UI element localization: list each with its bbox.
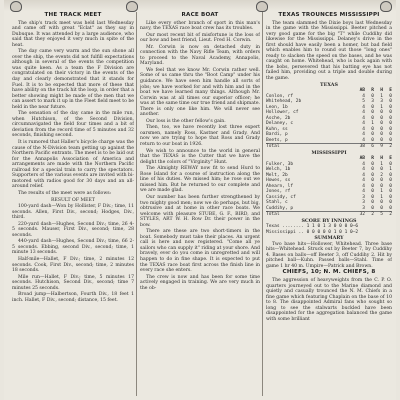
stat-cell: 4 bbox=[362, 172, 365, 178]
total-label: Total bbox=[266, 212, 356, 218]
stat-cell: 1 bbox=[389, 167, 392, 173]
stat-cell: 0 bbox=[371, 126, 374, 132]
article-paragraph: Like every other branch of sport in this man's navy, the TEXAS race boat crew has its troubles. bbox=[140, 20, 260, 32]
stat-cell: 0 bbox=[371, 200, 374, 206]
box-score-header-cell: R bbox=[371, 88, 374, 94]
player-name: Hollower, cf bbox=[266, 110, 299, 116]
stat-cell: 0 bbox=[371, 161, 374, 167]
stat-cell: 0 bbox=[389, 172, 392, 178]
article-paragraph: The Almighty REWAY now fit to send Hurd to Rose Island for a course of instruction along the line of his duties. We missed him; he rose out we missed him. But he returned to our complete and we are made glad. bbox=[140, 166, 260, 194]
stat-cell: 1 bbox=[380, 104, 383, 110]
player-name: Conlon, rf bbox=[266, 93, 294, 99]
stat-cell: 0 bbox=[389, 137, 392, 143]
total-cell: 2 bbox=[383, 212, 392, 218]
ornament-icon bbox=[126, 1, 138, 12]
stat-cell: 0 bbox=[371, 194, 374, 200]
article-paragraph: Our loss is the other fellow's gain. bbox=[146, 118, 226, 124]
box-score-heading-texas: TEXAS bbox=[320, 81, 338, 88]
player-name: Beets, p bbox=[266, 137, 288, 143]
box-score-header-cell: AB bbox=[359, 88, 365, 94]
article-paragraph: The crew is now and has been for some time actively engaged in training. We are very much in the ob- bbox=[140, 274, 260, 291]
stat-cell: 4 bbox=[362, 189, 365, 195]
ornament-icon bbox=[10, 1, 22, 12]
stat-cell: 0 bbox=[380, 110, 383, 116]
stat-cell: 0 bbox=[380, 167, 383, 173]
stat-cell: 0 bbox=[389, 200, 392, 206]
box-score-header-cell: E bbox=[389, 156, 392, 162]
article-paragraph: Our most recent bit of misfortune is the loss of our bow and best friend, Lieut. Fred H. Corwin. bbox=[140, 32, 260, 44]
column-rule bbox=[136, 12, 137, 396]
result-line: 440-yard dash—Hughes, Second Div.; time, 66 2-5 seconds. Ebbing, second Div., second; time, 1 minute 13 seconds. bbox=[12, 239, 134, 256]
total-cell: 2 bbox=[365, 212, 374, 218]
article-paragraph: The sensation of the day came in the mile run, when Hutchison, of the Second Division, circumnavigated the field four times and a bit of deviation from the record time of 5 minutes and 32 seconds, finishing second. bbox=[12, 111, 134, 139]
result-line: Half-mile—Hallet, F Div.; time, 2 minutes 12 seconds. Cook, First Div., second; time, 2 minutes 18 seconds. bbox=[12, 256, 134, 274]
stat-cell: 0 bbox=[389, 178, 392, 184]
article-paragraph: It is rumored that Haller's bicycle charge was the cause of the N-Division team getting up against the Northern Pacific entrants. The meet is to be laid out for the Annapolis Association of America and arrangements are made with the Northern Pacific railroad for a special train to carry the spectators. Supporters of the various events are invited with bi-motored with radios good for 30 days and an all-around relief. bbox=[12, 140, 134, 190]
box-score-total-row bbox=[266, 144, 392, 150]
article-paragraph: Then, too, we have recently lost three expert oarsmen, namely Ross, Kastner and Grady. And now we are trying to hope that Ross and Grady return to our boat in 1926. bbox=[140, 125, 260, 148]
stat-cell: 4 bbox=[362, 161, 365, 167]
player-name: Fulker, 3b bbox=[266, 161, 294, 167]
stat-cell: 0 bbox=[389, 189, 392, 195]
score-line-texas: Texas ........ 1 1 0 1 3 0 0 0 0—6 bbox=[266, 224, 359, 230]
total-label: Total bbox=[266, 144, 356, 150]
results-heading: RESULT OF MEET bbox=[51, 197, 95, 203]
stat-cell: 4 bbox=[362, 137, 365, 143]
article-paragraph: The day came very warm and the sun shone all over the ship, the events did not fulfill expectations although in several of the events the competition was quite keen. As a team the F Division are congratulated on their victory in the events of the day and clearly demonstrated that it stands for Fuel. It is to be expected that more of these that have ability on the track hit the loop, in order that a better showing might be made of the men that we can assert to mark it up in the Fleet field meet to be held in the near future. bbox=[12, 49, 134, 110]
player-name: Bardi, p bbox=[266, 132, 288, 138]
stat-cell: 0 bbox=[389, 99, 392, 105]
box-score-texas bbox=[266, 88, 392, 150]
stat-cell: 4 bbox=[362, 115, 365, 121]
score-by-innings-heading: SCORE BY INNINGS bbox=[301, 217, 357, 224]
article-paragraph: The team slammed the Dixie boys last Wednesday in the game with the Mississippi. Beeter pitched a very good game for the big "T" while Cuddihy did likewise for the Mississippi. Delaney's drive in the first should have easily been a homer, but bad field which enables him to round out those "long ones" ready to slacken the speed on the bases, and he was caught on home. Whitehead, who is back again with the bobs, persevered that his batting eye has not failed him, providing out a triple and double during the game. bbox=[266, 20, 392, 82]
headline-race-boat: RACE BOAT bbox=[181, 12, 219, 18]
stat-cell: 0 bbox=[371, 115, 374, 121]
stat-cell: 4 bbox=[362, 167, 365, 173]
stat-cell: 0 bbox=[389, 126, 392, 132]
stat-cell: 0 bbox=[389, 183, 392, 189]
total-cell: 9 bbox=[374, 144, 383, 150]
article-paragraph: Mr. Corwin is now on detached duty in connection with the Navy Rifle Team, with orders to proceed to the Naval Academy, Annapolis, Maryland. bbox=[140, 44, 260, 67]
total-cell: 32 bbox=[356, 212, 365, 218]
player-name: Whitehead, 2b bbox=[266, 99, 302, 105]
player-name: Cassidy, cf bbox=[266, 194, 296, 200]
page-top-border bbox=[4, 0, 396, 11]
stat-cell: 0 bbox=[389, 93, 392, 99]
box-score-header-cell: R bbox=[371, 156, 374, 162]
result-line: Mile run—Hallet, F Div.; time, 5 minutes 17 seconds. Hutchison, Second Div., second; time 7 minutes 25 seconds. bbox=[12, 274, 134, 291]
player-name: Cuddihy, p bbox=[266, 205, 294, 211]
stat-cell: 0 bbox=[389, 161, 392, 167]
ornament-icon bbox=[256, 1, 268, 12]
stat-cell: 0 bbox=[371, 183, 374, 189]
headline-track-meet: THE TRACK MEET bbox=[44, 12, 102, 18]
stat-cell: 0 bbox=[371, 110, 374, 116]
stat-cell: 0 bbox=[380, 205, 383, 211]
stat-cell: 2 bbox=[380, 172, 383, 178]
newspaper-page bbox=[4, 0, 396, 400]
stat-cell: 0 bbox=[380, 132, 383, 138]
stat-cell: 3 bbox=[362, 205, 365, 211]
player-name: Stahl, c bbox=[266, 200, 288, 206]
stat-cell: 0 bbox=[371, 104, 374, 110]
column-track-meet bbox=[12, 12, 134, 398]
stat-cell: 4 bbox=[362, 132, 365, 138]
stat-cell: 0 bbox=[371, 137, 374, 143]
article-paragraph: There are these are two short-timers in the boat. Somebody must take their places. An urgent call is here and now registered. "Come all ye sailors who can supply it" riding at your shore. And bravely, ever do you come in unregretted and will happen to do in fine shape. It is expected to put the TEXAS race boat first across the finish line in every race she enters. bbox=[140, 229, 260, 274]
ornament-icon bbox=[380, 1, 392, 12]
stat-cell: 0 bbox=[389, 194, 392, 200]
article-paragraph: The aggression of heavyweights from the C. P. O. quarters journeyed out to the Marine diamond and quietly and casually trounced the N. M. Chiefs in a fine game which featuring Chaplain on the base of 10 to 8. The disappointed Admiral fans who sought so long to see the stalwarts buckled have been disappointed for the aggregation balanced the game with some brilliant bbox=[266, 278, 392, 322]
article-paragraph: We feel that we know Mr. Corwin rather well. Some of us came thru the "Boot Camp" under his guidance. We have seen him handle all sorts of jobs; we have worked for and with him and in the boat we have learned many things. Although Mr. Corwin was at all times our superior officer; he was at the same time our true friend and shipmate. There is only one like him. We will never see another. bbox=[140, 67, 260, 118]
stat-cell: 4 bbox=[362, 183, 365, 189]
stat-cell: 0 bbox=[380, 183, 383, 189]
stat-cell: 0 bbox=[371, 93, 374, 99]
player-name: Ahearn, lf bbox=[266, 183, 294, 189]
box-score-heading-mississippi: MISSISSIPPI bbox=[311, 149, 347, 156]
stat-cell: 0 bbox=[380, 115, 383, 121]
stat-cell: 0 bbox=[371, 172, 374, 178]
stat-cell: 3 bbox=[362, 194, 365, 200]
stat-cell: 0 bbox=[380, 126, 383, 132]
player-name: Delaney, c bbox=[266, 121, 294, 127]
article-paragraph: The results of the meet were as follows: bbox=[18, 190, 112, 196]
column-rule bbox=[262, 12, 263, 396]
stat-cell: 1 bbox=[380, 189, 383, 195]
stat-cell: 4 bbox=[362, 93, 365, 99]
stat-cell: 5 bbox=[362, 99, 365, 105]
box-score-header-cell: E bbox=[389, 88, 392, 94]
column-texas-trounces bbox=[266, 12, 392, 398]
total-cell: 5 bbox=[374, 212, 383, 218]
player-name: Asche, 2b bbox=[266, 115, 291, 121]
stat-cell: 0 bbox=[389, 121, 392, 127]
summary-heading: SUMMARY bbox=[314, 235, 344, 242]
stat-cell: 0 bbox=[380, 200, 383, 206]
box-score-header-cell: H bbox=[380, 156, 383, 162]
box-score-header-cell: AB bbox=[359, 156, 365, 162]
stat-cell: 1 bbox=[380, 161, 383, 167]
stat-cell: 4 bbox=[362, 104, 365, 110]
stat-cell: 0 bbox=[380, 121, 383, 127]
result-line: Broad jump—Halbertson, Fourth Div., 18 feet 1 inch. Hallet, F Div., second; distance, 15 feet. bbox=[12, 292, 134, 303]
column-race-boat bbox=[140, 12, 260, 398]
stat-cell: 4 bbox=[362, 110, 365, 116]
stat-cell: 4 bbox=[362, 178, 365, 184]
player-name: Howes, ss bbox=[266, 178, 291, 184]
stat-cell: 0 bbox=[380, 137, 383, 143]
player-name: Leon, 1b bbox=[266, 104, 288, 110]
score-line-mississippi: Mississippi .. 0 0 0 0 0 1 0 1 0—2 bbox=[266, 229, 359, 235]
total-cell: 6 bbox=[365, 144, 374, 150]
stat-cell: 0 bbox=[389, 104, 392, 110]
stat-cell: 3 bbox=[380, 99, 383, 105]
stat-cell: 0 bbox=[389, 110, 392, 116]
stat-cell: 0 bbox=[371, 189, 374, 195]
player-name: Melt, 2b bbox=[266, 172, 288, 178]
player-name: Jones, rf bbox=[266, 189, 291, 195]
stat-cell: 0 bbox=[371, 178, 374, 184]
stat-cell: 4 bbox=[362, 126, 365, 132]
stat-cell: 4 bbox=[362, 121, 365, 127]
box-score-header-cell: H bbox=[380, 88, 383, 94]
result-line: 220-yard dash—Hughes, Second Div.; time, 26 4-5 seconds. Mauser, First Div., second; time, 28 seconds. bbox=[12, 221, 134, 238]
player-name: Kuhn, ss bbox=[266, 126, 288, 132]
summary-text: Two base hits—Hollower, Whitehead. Three base hits—Whitehead. Struck out by Beeter 7, by Cuddihy 4. Bases on balls—off Beeter 3, off Cuddihy 2. Hit by pitched ball—Kuhn. Passed balls—Stahl. Time of game 1 hr 40 m. Umpire—Patrick and Brown. bbox=[266, 241, 392, 269]
headline-texas-trounces: TEXAS TROUNCES MISSISSIPPI bbox=[278, 12, 380, 18]
article-paragraph: The ship's track meet was held last Wednesday and came off with great "Eclat" as they say in Dubuque. It was attended by a large audience, who said that they enjoyed it very much in spite of the heat. bbox=[12, 20, 134, 48]
stat-cell: 0 bbox=[371, 167, 374, 173]
stat-cell: 3 bbox=[371, 99, 374, 105]
total-cell: 2 bbox=[383, 144, 392, 150]
headline-chiefs: CHIEFS, 10; N. M. CHIEFS, 8 bbox=[282, 269, 376, 276]
total-cell: 38 bbox=[356, 144, 365, 150]
stat-cell: 0 bbox=[371, 205, 374, 211]
stat-cell: 0 bbox=[371, 132, 374, 138]
box-score-mississippi bbox=[266, 156, 392, 218]
article-paragraph: Our number has been further strengthened by two mighty good men; now we do perhaps, but big, obtrusive and at home in other race boats. We welcome with pleasure STUBE, G. F., BIRD, and STYLES, ART W. H. Row Dr. their power in the bow. bbox=[140, 194, 260, 228]
stat-cell: 1 bbox=[380, 194, 383, 200]
player-name: Welch, 1b bbox=[266, 167, 291, 173]
box-score-total-row bbox=[266, 212, 392, 218]
result-line: 100-yard dash—Won by Hollister, F Div.; time, 11 seconds. Allen, First Div., second; Hodges, Div., third. bbox=[12, 204, 134, 221]
stat-cell: 1 bbox=[380, 93, 383, 99]
stat-cell: 0 bbox=[389, 115, 392, 121]
article-paragraph: We wish to announce to the world in general that the TEXAS is the Cutter that we have the delight the colors of "Virginity" Hunt. bbox=[140, 148, 260, 165]
stat-cell: 0 bbox=[389, 132, 392, 138]
stat-cell: 0 bbox=[380, 178, 383, 184]
stat-cell: 1 bbox=[371, 121, 374, 127]
stat-cell: 0 bbox=[389, 205, 392, 211]
stat-cell: 3 bbox=[362, 200, 365, 206]
